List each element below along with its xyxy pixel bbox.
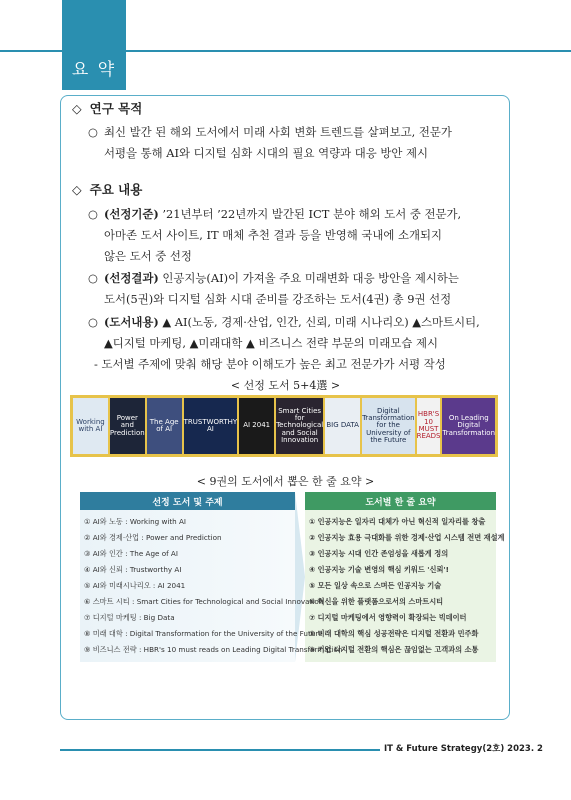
book-row: ② AI와 경제·산업 : Power and Prediction xyxy=(84,533,222,542)
book-content-label: (도서내용) xyxy=(104,315,159,329)
summary-table xyxy=(80,492,505,662)
book-cover: HBR'S 10 MUST READS xyxy=(417,398,441,454)
content-heading-text: 주요 내용 xyxy=(89,182,143,197)
criteria-line-2: 아마존 도서 사이트, IT 매체 추천 결과 등을 반영해 국내에 소개되지 xyxy=(104,228,443,242)
book-cover: Power and Prediction xyxy=(110,398,145,454)
circle-bullet-icon: ○ xyxy=(88,125,98,139)
criteria-label: (선정기준) xyxy=(104,207,159,221)
summary-row: ⑧ 미래 대학의 핵심 성공전략은 디지털 전환과 민주화 xyxy=(309,629,479,638)
section-tab: 요 약 xyxy=(62,0,126,90)
book-row: ⑤ AI와 미래시나리오 : AI 2041 xyxy=(84,581,186,590)
circle-bullet-icon: ○ xyxy=(88,271,98,285)
books-column-header: 선정 도서 및 주제 xyxy=(80,492,295,510)
summary-row: ⑤ 모든 일상 속으로 스며든 인공지능 기술 xyxy=(309,581,442,590)
book-covers-strip xyxy=(70,395,498,457)
summary-row: ④ 인공지능 기술 변영의 핵심 키워드 '신뢰'! xyxy=(309,565,449,574)
book-content-line-2: ▲디지털 마케팅, ▲미래대학 ▲ 비즈니스 전략 부문의 미래모습 제시 xyxy=(104,336,438,350)
summary-row: ③ 인공지능 시대 인간 존엄성을 새롭게 정의 xyxy=(309,549,449,558)
book-row: ④ AI와 신뢰 : Trustworthy AI xyxy=(84,565,182,574)
summary-row: ⑦ 디지털 마케팅에서 영향력이 확장되는 빅데이터 xyxy=(309,613,467,622)
circle-bullet-icon: ○ xyxy=(88,315,98,329)
summary-row: ① 인공지능은 일자리 대체가 아닌 혁신적 일자리를 창출 xyxy=(309,517,486,526)
book-row: ⑦ 디지털 마케팅 : Big Data xyxy=(84,613,175,622)
diamond-icon: ◇ xyxy=(72,182,82,197)
book-cover: AI 2041 xyxy=(239,398,274,454)
books-caption: < 선정 도서 5+4選 > xyxy=(230,379,341,392)
summaries-column-header: 도서별 한 줄 요약 xyxy=(305,492,496,510)
book-cover: The Age of AI xyxy=(147,398,182,454)
purpose-heading xyxy=(72,99,142,117)
book-row: ⑥ 스마트 시티 : Smart Cities for Technological and Social Innovation xyxy=(84,597,324,606)
book-row: ⑧ 미래 대학 : Digital Transformation for the University of the Future xyxy=(84,629,323,638)
book-cover: BIG DATA xyxy=(325,398,360,454)
criteria-line-1: ’21년부터 ’22년까지 발간된 ICT 분야 해외 도서 중 전문가, xyxy=(158,207,462,221)
purpose-heading-text: 연구 목적 xyxy=(89,101,143,116)
purpose-bullet xyxy=(88,122,452,164)
summary-row: ⑨ 기업 디지털 전환의 핵심은 끊임없는 고객과의 소통 xyxy=(309,645,479,654)
book-row: ⑨ 비즈니스 전략 : HBR's 10 must reads on Leading Digital Transformation xyxy=(84,645,343,654)
review-dash-line: - 도서별 주제에 맞춰 해당 분야 이해도가 높은 최고 전문가가 서평 작성 xyxy=(94,357,446,371)
book-row: ③ AI와 인간 : The Age of AI xyxy=(84,549,178,558)
summary-row: ② 인공지능 효용 극대화를 위한 경제·산업 시스템 전면 재설계 xyxy=(309,533,505,542)
diamond-icon: ◇ xyxy=(72,101,82,116)
purpose-line-1: 최신 발간 된 해외 도서에서 미래 사회 변화 트렌드를 살펴보고, 전문가 xyxy=(104,125,452,139)
book-cover: Digital Transformation for the University of the Future xyxy=(362,398,415,454)
book-content-line-1: ▲ AI(노동, 경제·산업, 인간, 신뢰, 미래 시나리오) ▲스마트시티, xyxy=(158,315,480,329)
footer-rule xyxy=(60,749,380,751)
result-label: (선정결과) xyxy=(104,271,159,285)
book-cover: On Leading Digital Transformation xyxy=(442,398,495,454)
book-cover: Smart Cities for Technological and Social Innovation xyxy=(276,398,323,454)
criteria-bullet xyxy=(88,204,462,267)
circle-bullet-icon: ○ xyxy=(88,207,98,221)
footer-text: IT & Future Strategy(2호) 2023. 2 xyxy=(384,744,543,754)
content-heading xyxy=(72,180,142,198)
result-line-1: 인공지능(AI)이 가져올 주요 미래변화 대응 방안을 제시하는 xyxy=(158,271,459,285)
criteria-line-3: 않은 도서 중 선정 xyxy=(104,249,192,263)
summary-row: ⑥ 혁신을 위한 플랫폼으로서의 스마트시티 xyxy=(309,597,444,606)
result-line-2: 도서(5권)와 디지털 심화 시대 준비를 강조하는 도서(4권) 총 9권 선정 xyxy=(104,292,452,306)
summary-caption: < 9권의 도서에서 뽑은 한 줄 요약 > xyxy=(196,475,375,488)
book-content-bullet xyxy=(88,312,480,354)
book-row: ① AI와 노동 : Working with AI xyxy=(84,517,187,526)
purpose-line-2: 서평을 통해 AI와 디지털 심화 시대의 필요 역량과 대응 방안 제시 xyxy=(104,146,429,160)
book-cover: TRUSTWORTHY AI xyxy=(184,398,238,454)
result-bullet xyxy=(88,268,459,310)
book-cover: Working with AI xyxy=(73,398,108,454)
